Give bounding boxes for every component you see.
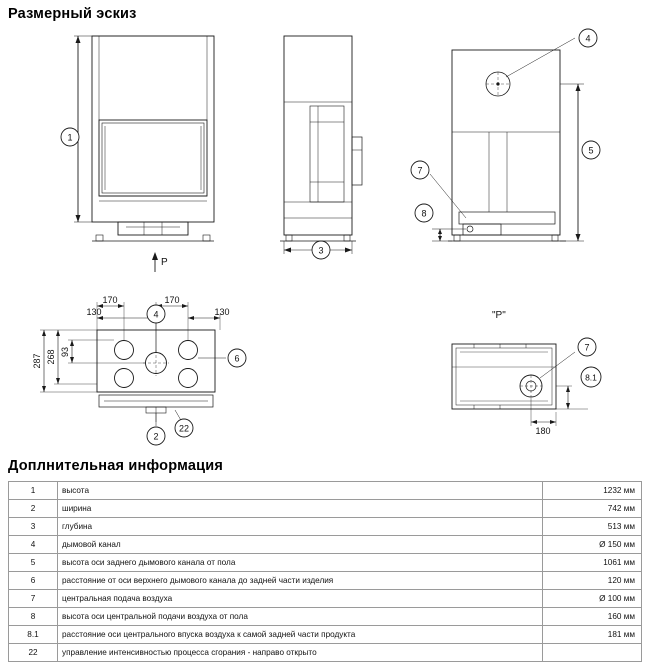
row-number: 8 xyxy=(9,608,58,626)
table-row xyxy=(9,518,642,536)
row-value xyxy=(543,644,642,662)
callout-7-back-label: 7 xyxy=(417,165,423,176)
row-desc: центральная подача воздуха xyxy=(58,590,543,608)
row-desc: ширина xyxy=(58,500,543,518)
row-number: 3 xyxy=(9,518,58,536)
row-desc: глубина xyxy=(58,518,543,536)
callout-7-p-label: 7 xyxy=(584,342,590,353)
row-value: 181 мм xyxy=(543,626,642,644)
callout-3-label: 3 xyxy=(318,245,324,256)
row-number: 6 xyxy=(9,572,58,590)
row-desc: управление интенсивностью процесса сгорания - направо открыто xyxy=(58,644,543,662)
row-number: 1 xyxy=(9,482,58,500)
table-row xyxy=(9,644,642,662)
callout-22-label: 22 xyxy=(178,423,190,434)
callout-5-label: 5 xyxy=(588,145,594,156)
row-value: 1232 мм xyxy=(543,482,642,500)
arrow-p-label: P xyxy=(161,257,168,268)
row-desc: дымовой канал xyxy=(58,536,543,554)
table-row xyxy=(9,500,642,518)
table-row xyxy=(9,608,642,626)
table-row xyxy=(9,626,642,644)
dim-93: 93 xyxy=(60,346,70,358)
row-desc: высота xyxy=(58,482,543,500)
section-title-extra-info: Доплнительная информация xyxy=(8,458,223,474)
row-value: 160 мм xyxy=(543,608,642,626)
dim-130-left: 130 xyxy=(86,307,102,317)
row-number: 2 xyxy=(9,500,58,518)
dim-180: 180 xyxy=(535,426,551,436)
callout-4-plan-label: 4 xyxy=(153,309,159,320)
dim-170-left: 170 xyxy=(102,295,118,305)
row-value: 1061 мм xyxy=(543,554,642,572)
table-row xyxy=(9,554,642,572)
row-desc: высота оси центральной подачи воздуха от пола xyxy=(58,608,543,626)
callout-4-back-label: 4 xyxy=(585,33,591,44)
dimension-drawing xyxy=(0,22,650,450)
table-row xyxy=(9,536,642,554)
info-table-body xyxy=(9,482,642,662)
row-number: 4 xyxy=(9,536,58,554)
table-row xyxy=(9,590,642,608)
row-number: 5 xyxy=(9,554,58,572)
row-number: 7 xyxy=(9,590,58,608)
row-value: 120 мм xyxy=(543,572,642,590)
row-desc: расстояние от оси верхнего дымового канала до задней части изделия xyxy=(58,572,543,590)
callout-6-label: 6 xyxy=(234,353,240,364)
callout-2-label: 2 xyxy=(153,431,159,442)
view-p-label: "P" xyxy=(492,310,506,321)
drawing-svg xyxy=(0,22,650,450)
row-value: 742 мм xyxy=(543,500,642,518)
row-number: 22 xyxy=(9,644,58,662)
row-desc: расстояние оси центрального впуска воздуха к самой задней части продукта xyxy=(58,626,543,644)
table-row xyxy=(9,482,642,500)
table-row xyxy=(9,572,642,590)
row-value: Ø 150 мм xyxy=(543,536,642,554)
callout-1-label: 1 xyxy=(67,132,73,143)
info-table xyxy=(8,481,642,662)
dim-268: 268 xyxy=(46,349,56,365)
callout-8-1-label: 8.1 xyxy=(585,372,597,383)
row-value: 513 мм xyxy=(543,518,642,536)
row-desc: высота оси заднего дымового канала от пола xyxy=(58,554,543,572)
dim-130-right: 130 xyxy=(214,307,230,317)
page-title: Размерный эскиз xyxy=(8,6,137,22)
callout-8-label: 8 xyxy=(421,208,427,219)
dim-287: 287 xyxy=(32,353,42,369)
row-value: Ø 100 мм xyxy=(543,590,642,608)
row-number: 8.1 xyxy=(9,626,58,644)
dim-170-right: 170 xyxy=(164,295,180,305)
